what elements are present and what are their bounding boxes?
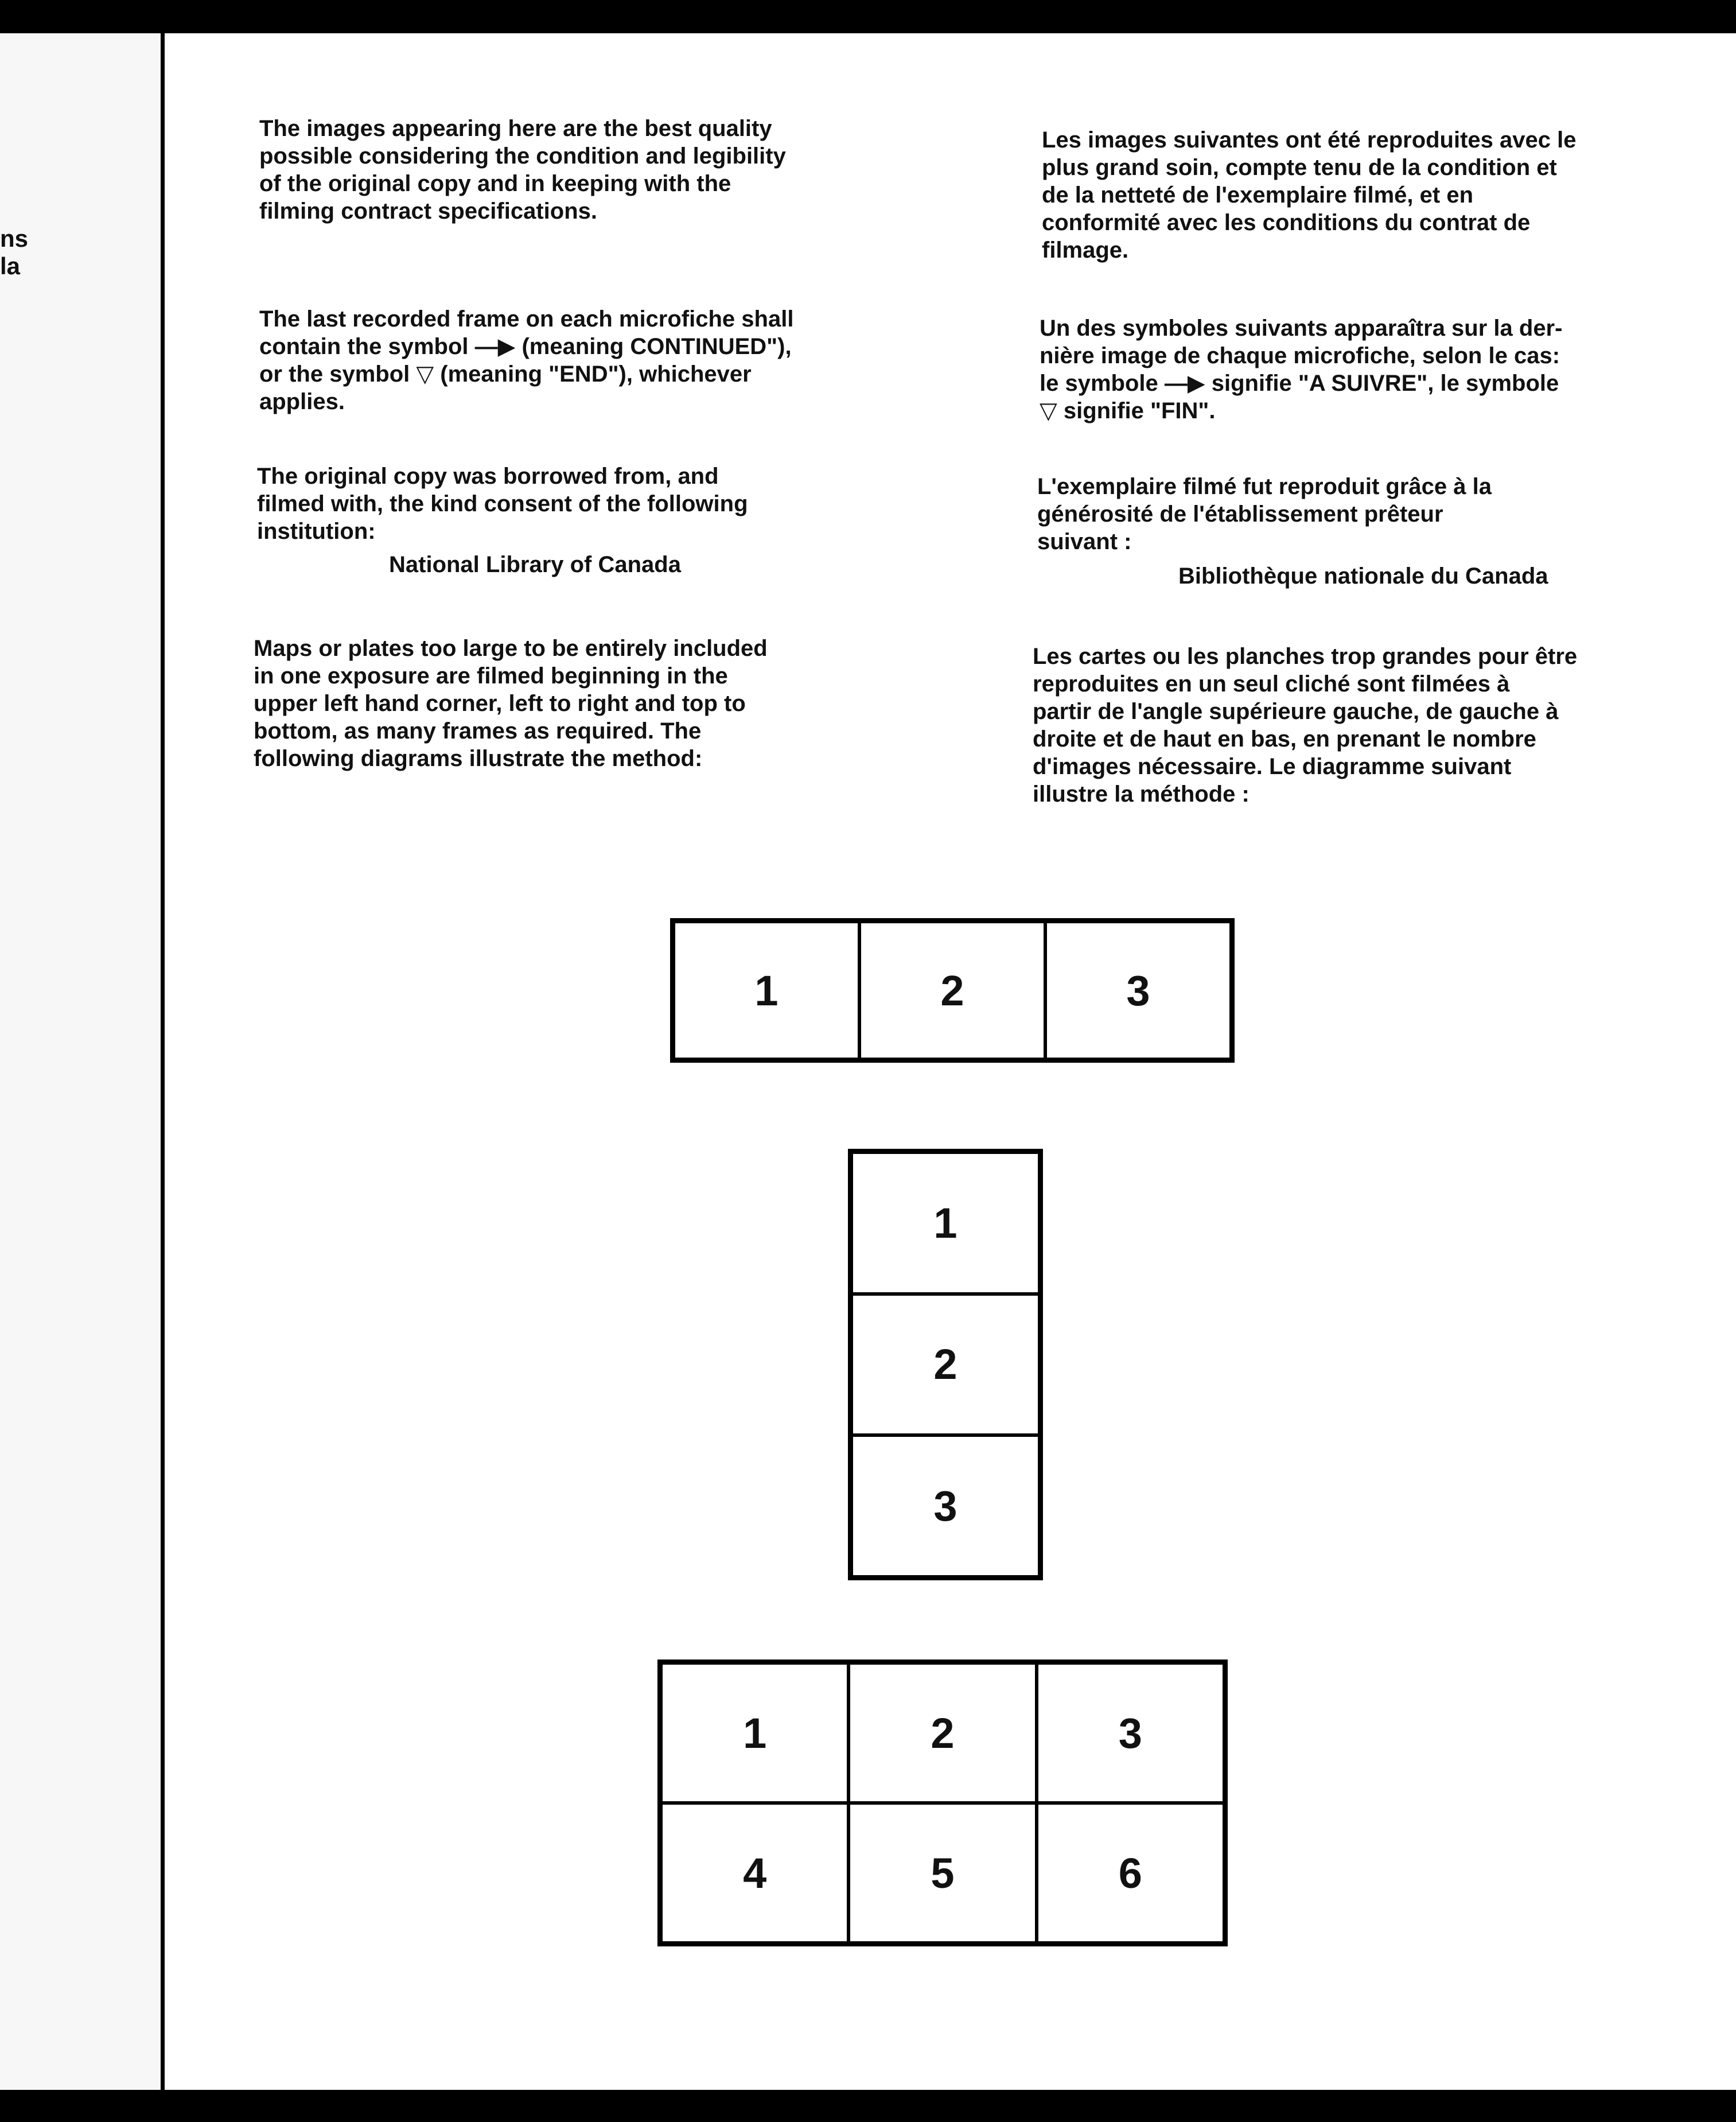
frame-cell: 3	[1037, 1663, 1224, 1803]
diagram-grid-six	[657, 1659, 1228, 1946]
left-page-margin	[0, 33, 161, 2090]
french-quality-paragraph: Les images suivantes ont été reproduites avec le plus grand soin, compte tenu de la condition et de la netteté de l'exemplaire filmé, et en conformité avec les conditions du contrat de filmage.	[1042, 127, 1577, 263]
margin-fragment-1: ns	[0, 225, 29, 252]
english-maps-paragraph: Maps or plates too large to be entirely included in one exposure are filmed beginning in the upper left hand corner, left to right and top to bottom, as many frames as required. The following diagrams illustrate the method:	[254, 636, 768, 771]
frame-cell: 6	[1037, 1803, 1224, 1943]
diagram-row-three	[670, 918, 1235, 1063]
top-film-border	[0, 0, 1736, 33]
frame-cell: 3	[1045, 922, 1231, 1059]
frame-cell: 2	[859, 922, 1045, 1059]
page-gutter-line	[161, 33, 165, 2090]
diagram-column-three	[848, 1149, 1043, 1580]
frame-cell: 2	[848, 1663, 1036, 1803]
english-symbol-paragraph: The last recorded frame on each microfiche shall contain the symbol —▶ (meaning CONTINUED"), or the symbol ▽ (meaning "END"), whichever applies.	[259, 306, 794, 414]
frame-cell: 1	[851, 1152, 1040, 1294]
french-maps-paragraph: Les cartes ou les planches trop grandes pour être reproduites en un seul cliché sont filmées à partir de l'angle supérieure gauche, de gauche à droite et de haut en bas, en prenant le nombre d'images nécessaire. Le diagramme suivant illustre la méthode :	[1033, 644, 1578, 807]
frame-cell: 2	[851, 1294, 1040, 1436]
french-institution-name: Bibliothèque nationale du Canada	[1178, 563, 1548, 589]
frame-cell: 3	[851, 1435, 1040, 1577]
english-institution-paragraph: The original copy was borrowed from, and filmed with, the kind consent of the following institution:	[257, 464, 748, 544]
margin-fragment-2: la	[0, 252, 21, 279]
bottom-film-border	[0, 2090, 1736, 2122]
english-institution-name: National Library of Canada	[389, 552, 681, 577]
frame-cell: 1	[674, 922, 859, 1059]
english-quality-paragraph: The images appearing here are the best quality possible considering the condition and legibility of the original copy and in keeping with the filming contract specifications.	[259, 116, 786, 224]
frame-cell: 4	[661, 1803, 848, 1943]
frame-cell: 1	[661, 1663, 848, 1803]
french-symbol-paragraph: Un des symboles suivants apparaîtra sur la der- nière image de chaque microfiche, selon le cas: le symbole —▶ signifie "A SUIVRE", le symbole ▽ signifie "FIN".	[1040, 316, 1563, 423]
french-institution-paragraph: L'exemplaire filmé fut reproduit grâce à la générosité de l'établissement prêteur suivant :	[1037, 474, 1492, 554]
frame-cell: 5	[848, 1803, 1036, 1943]
